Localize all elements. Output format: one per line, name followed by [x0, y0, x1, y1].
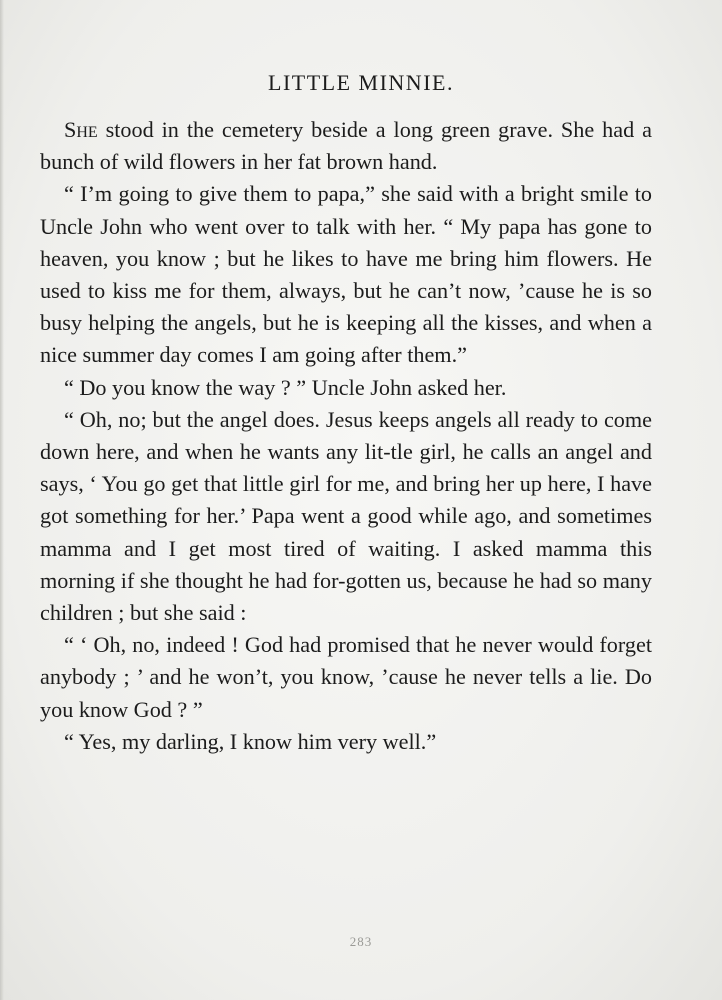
paragraph-1 — [40, 114, 652, 178]
paragraph-4: “ Oh, no; but the angel does. Jesus keeps angels all ready to come down here, and when he wants any lit-tle girl, he calls an angel and says, ‘ You go get that little girl for me, and bring her up here, I have got something for her.’ Papa went a good while ago, and sometimes mamma and I get most tired of waiting. I asked mamma this morning if she thought he had for-gotten us, because he had so many children ; but she said : — [40, 406, 652, 626]
paragraph-1-text: stood in the cemetery beside a long green grave. She had a bunch of wild flowers in her fat brown hand. — [40, 117, 652, 175]
paragraph-2: “ I’m going to give them to papa,” she said with a bright smile to Uncle John who went over to talk with her. “ My papa has gone to heaven, you know ; but he likes to have me bring him flowers. He used to kiss me for them, always, but he can’t now, ’cause he is so busy helping the angels, but he is keeping all the kisses, and when a nice summer day comes I am going after them.” — [40, 181, 652, 368]
body-text — [40, 114, 652, 758]
paragraph-3: “ Do you know the way ? ” Uncle John asked her. — [64, 374, 507, 400]
paragraph-6: “ Yes, my darling, I know him very well.” — [64, 728, 437, 754]
paragraph-5: “ ‘ Oh, no, indeed ! God had promised that he never would forget anybody ; ’ and he won’t, you know, ’cause he never tells a lie. Do you know God ? ” — [40, 632, 652, 722]
chapter-title: LITTLE MINNIE. — [268, 70, 454, 95]
page-number: 283 — [349, 934, 373, 949]
page-binding-shadow — [0, 0, 4, 1000]
paragraph-lead-word: She — [64, 117, 98, 142]
